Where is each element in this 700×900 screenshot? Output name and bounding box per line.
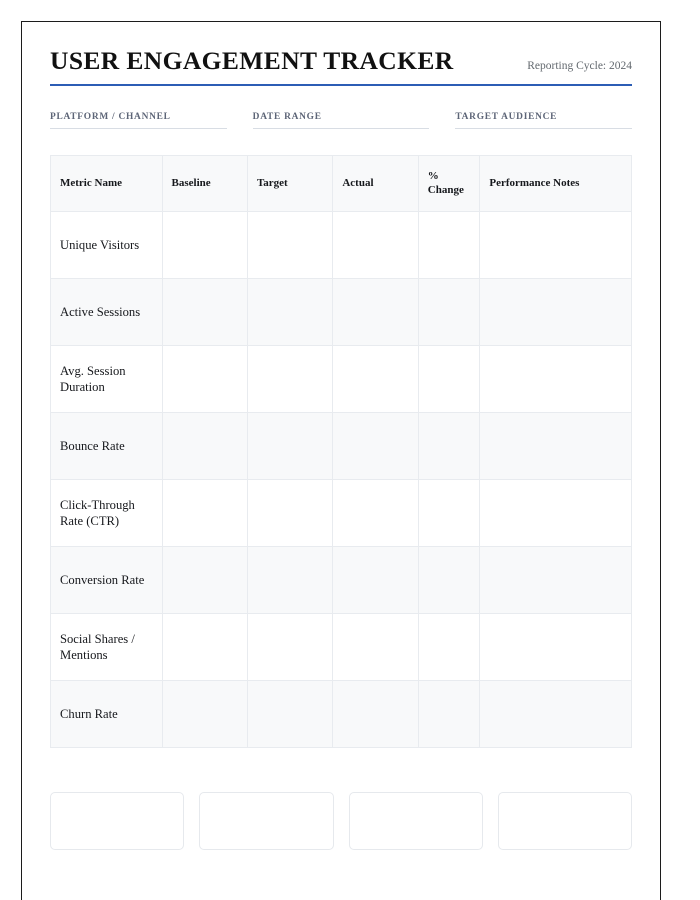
footer-box-1[interactable] — [50, 792, 184, 850]
cell-actual[interactable] — [333, 279, 418, 346]
cell-metric-name: Bounce Rate — [51, 413, 163, 480]
table-row — [51, 212, 632, 279]
column-header-actual[interactable]: Actual — [333, 156, 418, 212]
document-page — [21, 21, 661, 900]
column-header-metric-name[interactable]: Metric Name — [51, 156, 163, 212]
reporting-cycle-label: Reporting Cycle: 2024 — [527, 59, 632, 72]
cell-percent-change[interactable] — [418, 614, 480, 681]
document-header — [50, 48, 632, 84]
cell-performance-notes[interactable] — [480, 614, 632, 681]
cell-performance-notes[interactable] — [480, 346, 632, 413]
field-date-range[interactable] — [253, 112, 430, 129]
table-row — [51, 547, 632, 614]
cell-baseline[interactable] — [162, 346, 247, 413]
field-platform-channel-label: PLATFORM / CHANNEL — [50, 112, 171, 123]
cell-metric-name: Churn Rate — [51, 681, 163, 748]
field-date-range-line — [253, 128, 430, 129]
table-row — [51, 413, 632, 480]
field-platform-channel-line — [50, 128, 227, 129]
cell-actual[interactable] — [333, 681, 418, 748]
cell-percent-change[interactable] — [418, 547, 480, 614]
table-row — [51, 279, 632, 346]
cell-baseline[interactable] — [162, 212, 247, 279]
cell-metric-name: Social Shares / Mentions — [51, 614, 163, 681]
cell-performance-notes[interactable] — [480, 547, 632, 614]
table-row — [51, 614, 632, 681]
meta-fields-row — [50, 112, 632, 129]
cell-baseline[interactable] — [162, 279, 247, 346]
cell-baseline[interactable] — [162, 547, 247, 614]
cell-actual[interactable] — [333, 614, 418, 681]
cell-percent-change[interactable] — [418, 346, 480, 413]
cell-performance-notes[interactable] — [480, 480, 632, 547]
field-platform-channel[interactable] — [50, 112, 227, 129]
page-content — [22, 22, 660, 850]
column-header-baseline[interactable]: Baseline — [162, 156, 247, 212]
table-header-row — [51, 156, 632, 212]
cell-target[interactable] — [247, 614, 332, 681]
cell-target[interactable] — [247, 212, 332, 279]
cell-target[interactable] — [247, 547, 332, 614]
cell-percent-change[interactable] — [418, 413, 480, 480]
cell-metric-name: Unique Visitors — [51, 212, 163, 279]
table-row — [51, 480, 632, 547]
footer-boxes-row — [50, 792, 632, 850]
table-row — [51, 681, 632, 748]
cell-metric-name: Conversion Rate — [51, 547, 163, 614]
column-header-percent-change[interactable]: % Change — [418, 156, 480, 212]
cell-baseline[interactable] — [162, 480, 247, 547]
cell-actual[interactable] — [333, 212, 418, 279]
field-target-audience[interactable] — [455, 112, 632, 129]
cell-actual[interactable] — [333, 346, 418, 413]
cell-actual[interactable] — [333, 480, 418, 547]
cell-metric-name: Click-Through Rate (CTR) — [51, 480, 163, 547]
cell-percent-change[interactable] — [418, 279, 480, 346]
footer-box-2[interactable] — [199, 792, 333, 850]
column-header-performance-notes[interactable]: Performance Notes — [480, 156, 632, 212]
cell-baseline[interactable] — [162, 681, 247, 748]
field-date-range-label: DATE RANGE — [252, 112, 322, 123]
column-header-target[interactable]: Target — [247, 156, 332, 212]
metrics-table-head — [51, 156, 632, 212]
footer-box-4[interactable] — [498, 792, 632, 850]
cell-metric-name: Avg. Session Duration — [51, 346, 163, 413]
cell-percent-change[interactable] — [418, 212, 480, 279]
cell-target[interactable] — [247, 681, 332, 748]
cell-percent-change[interactable] — [418, 480, 480, 547]
cell-target[interactable] — [247, 279, 332, 346]
cell-percent-change[interactable] — [418, 681, 480, 748]
metrics-table — [50, 155, 632, 748]
footer-box-3[interactable] — [349, 792, 483, 850]
field-target-audience-line — [455, 128, 632, 129]
cell-target[interactable] — [247, 480, 332, 547]
cell-actual[interactable] — [333, 413, 418, 480]
field-target-audience-label: TARGET AUDIENCE — [455, 112, 558, 123]
cell-target[interactable] — [247, 346, 332, 413]
table-row — [51, 346, 632, 413]
cell-performance-notes[interactable] — [480, 279, 632, 346]
page-title: USER ENGAGEMENT TRACKER — [50, 46, 454, 75]
metrics-table-body — [51, 212, 632, 748]
cell-baseline[interactable] — [162, 413, 247, 480]
cell-actual[interactable] — [333, 547, 418, 614]
cell-performance-notes[interactable] — [480, 212, 632, 279]
title-accent-rule — [50, 84, 632, 87]
cell-baseline[interactable] — [162, 614, 247, 681]
cell-metric-name: Active Sessions — [51, 279, 163, 346]
cell-performance-notes[interactable] — [480, 413, 632, 480]
cell-target[interactable] — [247, 413, 332, 480]
cell-performance-notes[interactable] — [480, 681, 632, 748]
